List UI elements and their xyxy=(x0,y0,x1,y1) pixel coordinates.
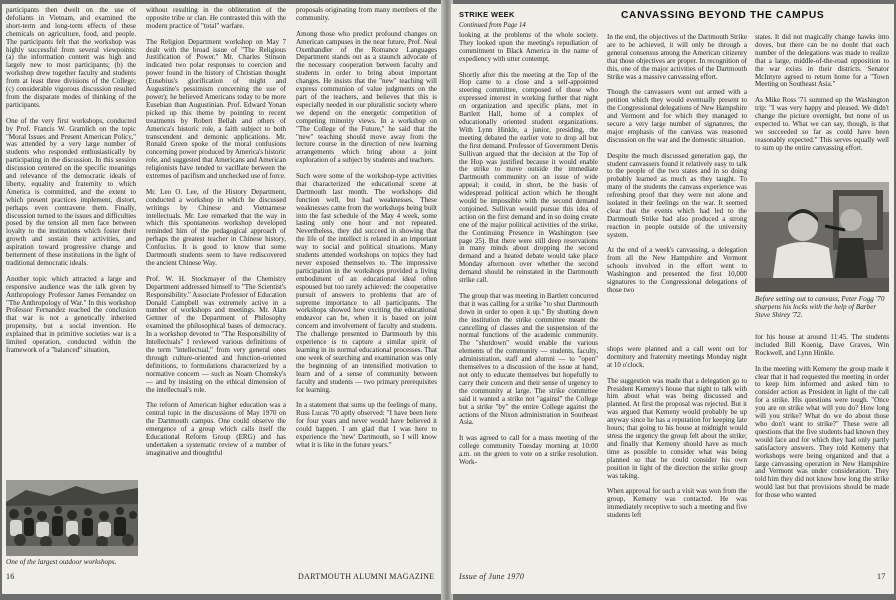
right-page-number: 17 xyxy=(877,572,886,581)
continued-note: Continued from Page 14 xyxy=(459,22,526,29)
left-photo-caption: One of the largest outdoor workshops. xyxy=(6,558,117,566)
right-col3-text: for his house at around 11:45. The students included Bill Koenig, Dave Graves, Win Rockwell, and Lynn Hinkle. In the meeting with Kemeny the group made it clear that it had requested the meeting in order to keep him informed and asked him to consider action as President in light of the call for a strike. His questions were tough. "Once you are on strike what will you do? How long will you strike? What do we do about those who don't want to strike?" These were all questions that the five students had known they would face and for which they had only partly satisfactory answers. They told Kemeny that workshops were being organized and that a large canvassing operation in New Hampshire and Vermont was under consideration. They told him they did not know how long the strike would last but that provisions should be made for those who wanted xyxy=(755,334,889,500)
left-page-number: 16 xyxy=(6,572,15,581)
section-kicker: STRIKE WEEK xyxy=(459,10,515,19)
right-column-3 xyxy=(755,334,889,566)
left-col3-text: proposals originating from many members of the community. Among those who predict profound changes on American campuses in the near future, Prof. Neal Oxenhandler of the Romance Languages Department stands out as a staunch advocate of the necessary cooperation between faculty and students in order to bring about important changes. He insists that the "new" teaching will express communion of value judgments on the part of the teachers, and believes that this is especially needed in our pluralistic society where we depend on the energetic competition of competing minority views. In a workshop on "The College of the Future," he said that the "new" teaching should move away from the lecture course in the direction of new learning arrangements which bring about a joint exploration of a subject by students and teachers. Such were some of the workshop-type activities that characterized the educational scene at Dartmouth last month. The workshops did function well, but had weaknesses. These weaknesses came from the workshops being built into the fast schedule of the May 4 week, some lasting only one hour and not repeated. Nevertheless, they did succeed in showing that the life of the intellect is related in an important way to social and political situations. Many students attended workshops on topics they had never exposed themselves to. The impressive participation in the workshops provided a living embodiment of an educational ideal often espoused but too rarely achieved: the cooperative pursuit of answers to problems that are of supreme importance to all participants. The workshops showed how exciting the educational endeavor can be, when it is based on joint concern and involvement of faculty and students. The challenge presented to Dartmouth by this experience is to capture a similar spirit of learning in its normal educational processes. That one week of searching and examination was only the beginning of an intensified motivation to learn and of a sense of community between faculty and students — two primary prerequisites for learning. In a statement that sums up the feelings of many, Russ Lucas '70 aptly observed: "I have been here for four years and never would have believed it could happen. I am glad that I was here to experience the 'new' Dartmouth, so I will know what it is like in the future years." xyxy=(296,7,437,449)
left-column-2 xyxy=(146,7,286,567)
sidebar-col2-text: states. It did not magically change hawks into doves, but there can be no doubt that each number of the delegations was made to realize that a large, middle-of-the-road opposition to the war exists in their districts. Senator McIntyre agreed to return home for a "Town Meeting on Southeast Asia." As Mike Ross '71 summed up the Washington trip: "I was very happy and pleased. We didn't change the picture overnight, but none of us expected to. What we can say, though, is that we succeeded so far as could have been reasonably expected." This serves equally well to sum up the entire canvassing effort. xyxy=(755,34,889,152)
outdoor-workshop-photo xyxy=(6,480,138,556)
issue-date: Issue of June 1970 xyxy=(459,572,525,581)
crowd-photo-image xyxy=(6,480,138,556)
sidebar-column-1 xyxy=(607,34,747,334)
left-page xyxy=(2,4,443,594)
right-col1-text: looking at the problems of the whole society. They looked upon the meeting's repudiation of commitment to Black America in the name of expediency with utter contempt. Shortly after this the meeting at the Top of the Hop came to a close and a self-appointed steering committee, composed of those who expressed interest in working further that night on organization and specific plans, met in Bartlett Hall, home of a complex of educationally oriented student organizations. With Lynn Hinkle, a junior, presiding, the meeting debated the earlier vote to drop all but the first demand. Professor of Government Denis Sullivan argued that the decision at the Top of the Hop was justified because it would enable the strike to move outside the immediate Dartmouth community on an issue of wide appeal; it could, in short, be the basis of widespread political action which he thought would be impossible with the second demand conjoined. Sullivan would pursue this idea of action on the first demand and in so doing create one of the major political activities of the strike, the Continuing Presence in Washington (see page 25). But there were still deep reservations in many minds about dropping the second demand and a heated debate would take place Monday afternoon over whether the second demand should be reinstated in the Dartmouth strike call. The group that was meeting in Bartlett concurred that it was calling for a strike "to shut Dartmouth down in order to open it up." By shutting down the institution the strike committee meant the cancelling of classes and the suspension of the normal functions of the academic community. The "shutdown" would enable the various elements of the community — students, faculty, administration, staff and alumni — to "open" themselves to a discussion of the issue at hand, not only to educate themselves but hopefully to carry their concern and their sense of urgency to the community at large. The strike committee said it wanted a strike not "against" the College but a strike "by" the entire College against the actions of the Nixon administration in Southeast Asia. It was agreed to call for a mass meeting of the college community Tuesday morning at 10:00 a.m. on the green to vote on a strike resolution. Work- xyxy=(459,32,598,466)
sidebar-column-2 xyxy=(755,34,889,176)
right-column-1 xyxy=(459,32,598,566)
barber-photo xyxy=(755,182,889,292)
barber-photo-caption: Before setting out to canvass, Peter Fogg '70 sharpens his locks with the help of Barber Steve Shirey '72. xyxy=(755,295,885,320)
right-col2-text: shops were planned and a call went out for dormitory and fraternity meetings Monday night at 10 o'clock. The suggestion was made that a delegation go to President Kemeny's house that night to talk with him about what was being discussed and planned. At first the proposal was rejected. But it was argued that Kemeny would probably be up anyway since he has a reputation for keeping late hours; that going to his house at midnight would stress the urgency the group felt about the strike; and finally that Kemeny should have as much time as possible to consider what was being planned so that he could consider his own position in light of the direction the strike group was taking. When approval for such a visit was won from the group, Kemeny was contacted. He was immediately receptive to such a meeting and five students left xyxy=(607,346,747,520)
magazine-title: DARTMOUTH ALUMNI MAGAZINE xyxy=(298,572,435,581)
haircut-photo-image xyxy=(755,182,889,292)
left-col2-text: without resulting in the obliteration of the opposite tribe or clan. He contrasted this with the modern practice of "total" warfare. The Religion Department workshop on May 7 dealt with the broad issue of "The Religious Justification of Power." Mr. Charles Stinson indicated two polar responses to coercion and power found in the history of Christian thought (Eusebius's glorification of might and Augustine's pessimism concerning the use of power); he believed Americans today to be more Eusebian than Augustinian. Prof. Edward Yonan picked up this theme by pointing to recent treatments by Robert Bellah and others of America's historic role, a faith subject to both transcendent and demonic applications. Mr. Ronald Green spoke of the moral confusions concerning power produced by America's historic role, and suggested that Americans and American religionists have tended to vacillate between the extremes of pacifism and unchecked use of force. Mr. Leo O. Lee, of the History Department, conducted a workshop in which he discussed writings by Chinese and Vietnamese intellectuals. Mr. Lee remarked that the way in which this spontaneous workshop developed reminded him of the pedagogical approach of perhaps the greatest teacher in Chinese history, Confucius. It is good to know that some Dartmouth students seem to have rediscovered the ancient Chinese Way. Prof. W. H. Stockmayer of the Chemistry Department addressed himself to "The Scientist's Responsibility." Associate Professor of Education Donald Campbell was extremely active in a number of workshops and meetings. Mr. Alan Gettner of the Department of Philosophy examined the philosophical bases of democracy. In a workshop devoted to "The Responsibility of Intellectuals" I reviewed various definitions of the term "intellectual," from very general ones through culture-oriented and function-oriented definitions, to formulations characterized by a normative concern — such as Noam Chomsky's — and by insisting on the ethical dimension of the intellectual's role. The reform of American higher education was a central topic in the discussions of May 1970 on the Dartmouth campus. One could observe the emergence of a group which calls itself the Educational Reform Group (ERG) and has undertaken a systematic review of a number of imaginative and thoughtful xyxy=(146,7,286,457)
sidebar-headline: CANVASSING BEYOND THE CAMPUS xyxy=(621,10,825,21)
sidebar-col1-text: In the end, the objectives of the Dartmouth Strike are to be achieved, it will only be through a general consensus among the American citizenry that those objectives are proper. In recognition of this, one of the major activities of the Dartmouth Strike was a massive canvassing effort. Though the canvassers went out armed with a petition which they would eventually present to the Congressional delegations of New Hampshire and Vermont and for which they managed to secure a very large number of signatures, the major emphasis of the canvass was reasoned discussion on the war and the domestic situation. Despite the much discussed generation gap, the student canvassers found it relatively easy to talk to the people of the two states and in so doing probably learned as much as they taught. To many of the students the canvass experience was refreshing proof that they were not alone and isolated in their feelings on the war. It seemed clear that the events which had led to the Dartmouth Strike had also produced a strong reaction in people outside of the university system. At the end of a week's canvassing, a delegation from all the New Hampshire and Vermont schools involved in the effort went to Washington and presented the first 10,000 signatures to the Congressional delegations of those two xyxy=(607,34,747,294)
left-col1-text: participants then dwelt on the use of defoliants in Vietnam, and examined the short-term and long-term effects of these chemicals on agriculture, food, and people. The participants felt that the workshop was highly successful from several viewpoints: (a) the information content was high and largely new to most participants; (b) the workshop drew together faculty and students from at least three divisions of the College; (c) considerable vigorous discussion resulted from the disparate modes of thinking of the participants. One of the very first workshops, conducted by Prof. Francis W. Gramlich on the topic "Moral Issues and Present American Policy," was attended by a very large number of students who responded enthusiastically by participating in the discussion. In this session discussion centered on the specific meanings and relevance of the democratic ideals of liberty, equality and fraternity to which America is committed, and the extent to which present practices implement, distort, perhaps even contravene them. Finally, discussion turned to the issues and difficulties posed by the tension all men face between loyalty to the institutions which foster their growth and sustain their activities, and aspiration toward progressive change and betterment of these institutions in the light of traditional democratic ideals. Another topic which attracted a large and responsive audience was the talk given by Anthropology Professor James Fernandez on "The Anthropology of War." In this workshop Professor Fernandez reached the conclusion that war is not a genetically inherited propensity, but a social invention. He explained that in primitive societies war is a limited operation, conducted within the framework of a "balanced" situation, xyxy=(6,7,136,354)
left-column-1 xyxy=(6,7,136,477)
right-page xyxy=(451,4,894,594)
right-column-2 xyxy=(607,346,747,566)
left-column-3 xyxy=(296,7,437,567)
